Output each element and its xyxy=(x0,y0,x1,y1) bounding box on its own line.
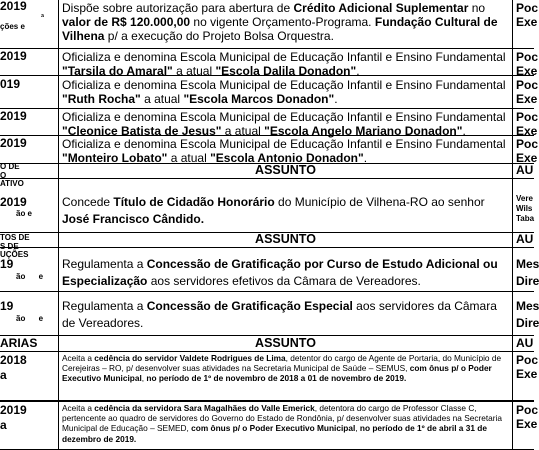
row-3-left-line: 019 xyxy=(0,77,21,91)
header-1-left-line: O DE xyxy=(0,162,20,171)
row-port2-left-line: a xyxy=(0,418,7,432)
row-divider xyxy=(0,247,534,248)
text-run: . xyxy=(363,151,368,165)
row-grat1-left-line: 19 xyxy=(0,257,14,271)
row-cidadao-text xyxy=(62,194,508,228)
row-1-left-line: 2019 xyxy=(0,0,27,13)
row-4-text xyxy=(62,110,508,138)
header-3-title: ASSUNTO xyxy=(255,336,316,350)
bold-text-run: cedência do servidor Valdete Rodrigues de Lima xyxy=(94,353,286,363)
row-port2-right-line: Exe xyxy=(516,417,538,431)
text-run: . xyxy=(356,64,360,78)
text-run: . xyxy=(462,124,466,138)
header-1-left xyxy=(0,163,57,189)
row-cidadao-right xyxy=(516,194,536,224)
header-1-left-line: O xyxy=(0,170,7,180)
row-port1-right-line: Poc xyxy=(516,353,539,367)
bold-text-run: com ônus p/ o Poder Executivo Municipal xyxy=(191,423,356,434)
row-5-right-line: Exe xyxy=(516,151,538,165)
text-run: Regulamenta a xyxy=(62,299,147,313)
header-1-right: AU xyxy=(516,163,534,177)
bold-text-run: Especialização xyxy=(62,274,148,288)
row-grat1-text xyxy=(62,256,508,290)
row-3-right-line: Poc xyxy=(516,78,539,92)
row-4-right xyxy=(516,110,539,138)
bold-text-run: Fundação Cultural de xyxy=(374,15,498,29)
header-1-title: ASSUNTO xyxy=(255,163,316,177)
row-1-left-line: ª xyxy=(41,13,44,22)
row-grat2-right xyxy=(516,298,539,332)
bold-text-run: "Escola Marcos Donadon" xyxy=(183,92,335,106)
row-2-right-line: Exe xyxy=(516,64,538,78)
row-port2-text xyxy=(62,403,508,444)
row-2-text xyxy=(62,50,508,78)
row-4-right-line: Poc xyxy=(516,110,539,124)
header-2-left-line: TOS DE xyxy=(0,233,30,242)
row-grat1-right-line: Mes xyxy=(516,257,539,271)
row-port2-left-line: 2019 xyxy=(0,403,27,417)
text-run: a atual xyxy=(221,124,265,138)
bold-text-run: "Tarsila do Amaral" xyxy=(62,64,173,78)
bold-text-run: "Escola Antonio Donadon" xyxy=(210,151,364,165)
text-run: aos servidores da Câmara de Vereadores. xyxy=(62,299,497,330)
bold-text-run: no período de 1º de novembro de 2018 a 01 de novembro de 2019. xyxy=(146,373,407,384)
row-5-text xyxy=(62,137,508,165)
row-2-right-line: Poc xyxy=(516,50,539,64)
row-2-left xyxy=(0,50,57,63)
row-cidadao-right-line: Taba xyxy=(516,214,535,223)
text-run: no vigente Orçamento-Programa. xyxy=(190,15,375,29)
header-2-left-line: UÇÕES xyxy=(0,250,29,259)
column-divider-right xyxy=(512,0,513,450)
row-divider xyxy=(0,291,534,292)
text-run: , detentora do cargo de Professor Classe C, pertencente ao quadro de servidores do Governo do Estado de Rondônia, p/ desenvolver suas atividades na Secretaria Municipal de Educação – SEMED, xyxy=(62,403,503,434)
text-run: aos servidores efetivos da Câmara de Vereadores. xyxy=(147,274,421,288)
bold-text-run: Concessão de Gratificação Especial xyxy=(146,299,353,313)
header-1-left-line: ATIVO xyxy=(0,179,24,188)
row-cidadao-left-line: ão e xyxy=(16,209,33,218)
row-divider xyxy=(0,48,534,49)
bold-text-run: "Escola Angelo Mariano Donadon" xyxy=(264,124,463,138)
row-cidadao-right-line: Vere xyxy=(516,194,533,203)
bold-text-run: "Cleonice Batista de Jesus" xyxy=(62,124,222,138)
row-port1-text xyxy=(62,353,508,384)
bold-text-run: valor de R$ 120.000,00 xyxy=(62,15,191,29)
row-3-right xyxy=(516,78,539,106)
text-run: Concede xyxy=(62,195,114,209)
row-divider xyxy=(0,178,534,179)
bold-text-run: "Escola Dalila Donadon" xyxy=(215,64,357,78)
text-run: Regulamenta a xyxy=(62,257,147,271)
header-3-left: ARIAS xyxy=(0,336,38,350)
text-run: Aceita a xyxy=(62,403,95,413)
bold-text-run: no período de 1º de abril a 31 de dezembro de 2019. xyxy=(62,423,487,444)
bold-text-run: Rocha" xyxy=(98,92,141,106)
row-grat2-text xyxy=(62,298,508,332)
text-run: . xyxy=(334,92,338,106)
row-1-right-line: Exe xyxy=(516,15,538,29)
row-port2-left xyxy=(0,403,57,433)
text-run: a atual xyxy=(172,64,216,78)
bold-text-run: cedência da servidora Sara Magalhães do Valle Emerick xyxy=(94,403,315,413)
bold-text-run: "Monteiro Lobato" xyxy=(62,151,168,165)
row-4-left xyxy=(0,110,57,123)
header-2-title: ASSUNTO xyxy=(255,232,316,246)
text-run: a atual xyxy=(140,92,184,106)
header-2-right: AU xyxy=(516,232,534,246)
text-run: Aceita a xyxy=(62,353,95,363)
header-3-right: AU xyxy=(516,336,534,350)
text-run: p/ a execução do Projeto Bolsa Orquestra. xyxy=(104,29,334,43)
row-2-right xyxy=(516,50,539,78)
row-grat1-left xyxy=(0,258,57,283)
text-run: Oficializa e denomina Escola Municipal de Educação Infantil e Ensino Fundamental xyxy=(62,50,506,64)
bold-text-run: Concessão de Gratificação por Curso de Estudo Adicional ou xyxy=(146,257,498,271)
text-run: Oficializa e denomina Escola Municipal de Educação Infantil e Ensino Fundamental xyxy=(62,78,506,92)
bold-text-run: Título de Cidadão Honorário xyxy=(113,195,275,209)
row-grat2-right-line: Dire xyxy=(516,316,539,330)
bold-text-run: com ônus p/ o Poder Executivo Municipal xyxy=(62,363,492,384)
header-2-left xyxy=(0,234,57,260)
row-3-left xyxy=(0,78,57,91)
text-run: Dispõe sobre autorização para abertura de xyxy=(62,1,294,15)
row-grat2-left-line: 19 xyxy=(0,299,14,313)
text-run: do Município de Vilhena-RO ao senhor xyxy=(274,195,485,209)
row-port1-right xyxy=(516,353,539,381)
row-grat2-left-line: ão e xyxy=(16,314,44,323)
row-grat1-right-line: Dire xyxy=(516,274,539,288)
row-1-right xyxy=(516,1,539,29)
row-cidadao-left xyxy=(0,196,57,219)
row-4-right-line: Exe xyxy=(516,124,538,138)
row-grat1-right xyxy=(516,256,539,290)
row-cidadao-left-line: 2019 xyxy=(0,195,27,209)
row-divider xyxy=(0,351,534,352)
row-port1-left xyxy=(0,353,57,383)
text-run: Oficializa e denomina Escola Municipal de Educação Infantil e Ensino Fundamental xyxy=(62,110,506,124)
text-run: a atual xyxy=(167,151,211,165)
bold-text-run: "Ruth xyxy=(62,92,96,106)
column-divider-left xyxy=(58,0,59,450)
row-port1-right-line: Exe xyxy=(516,367,538,381)
row-2-left-line: 2019 xyxy=(0,49,27,63)
row-3-text xyxy=(62,78,508,106)
text-run: , xyxy=(355,423,360,434)
row-divider xyxy=(0,108,534,109)
row-5-right-line: Poc xyxy=(516,137,539,151)
bold-text-run: Vilhena xyxy=(62,29,105,43)
row-divider xyxy=(0,400,534,402)
row-4-left-line: 2019 xyxy=(0,109,27,123)
row-5-left xyxy=(0,137,57,150)
row-grat1-left-line: ão e xyxy=(16,272,44,281)
row-5-right xyxy=(516,137,539,165)
row-1-left-line: ções e xyxy=(0,22,25,31)
bold-text-run: Crédito Adicional Suplementar xyxy=(293,1,469,15)
row-port2-right-line: Poc xyxy=(516,403,539,417)
row-port1-left-line: 2018 xyxy=(0,353,27,367)
text-run: Oficializa e denomina Escola Municipal de Educação Infantil e Ensino Fundamental xyxy=(62,137,506,151)
row-5-left-line: 2019 xyxy=(0,136,27,150)
row-3-right-line: Exe xyxy=(516,92,538,106)
text-run: , detentor do cargo de Agente de Portaria, do Município de Cerejeiras – RO, p/ desenvolver suas atividades na Secretaria Municipal de Saúde – SEMUS, xyxy=(62,353,502,374)
row-grat2-left xyxy=(0,300,57,325)
row-port2-right xyxy=(516,403,539,431)
text-run: no xyxy=(468,1,486,15)
header-2-left-line: S DE xyxy=(0,241,19,251)
bold-text-run: José Francisco Cândido. xyxy=(62,212,205,226)
row-1-right-line: Poc xyxy=(516,1,539,15)
row-grat2-right-line: Mes xyxy=(516,299,539,313)
text-run: , xyxy=(141,373,147,384)
row-port1-left-line: a xyxy=(0,368,7,382)
row-1-left xyxy=(0,0,57,31)
row-cidadao-right-line: Wils xyxy=(516,204,533,213)
row-1-text xyxy=(62,1,508,43)
